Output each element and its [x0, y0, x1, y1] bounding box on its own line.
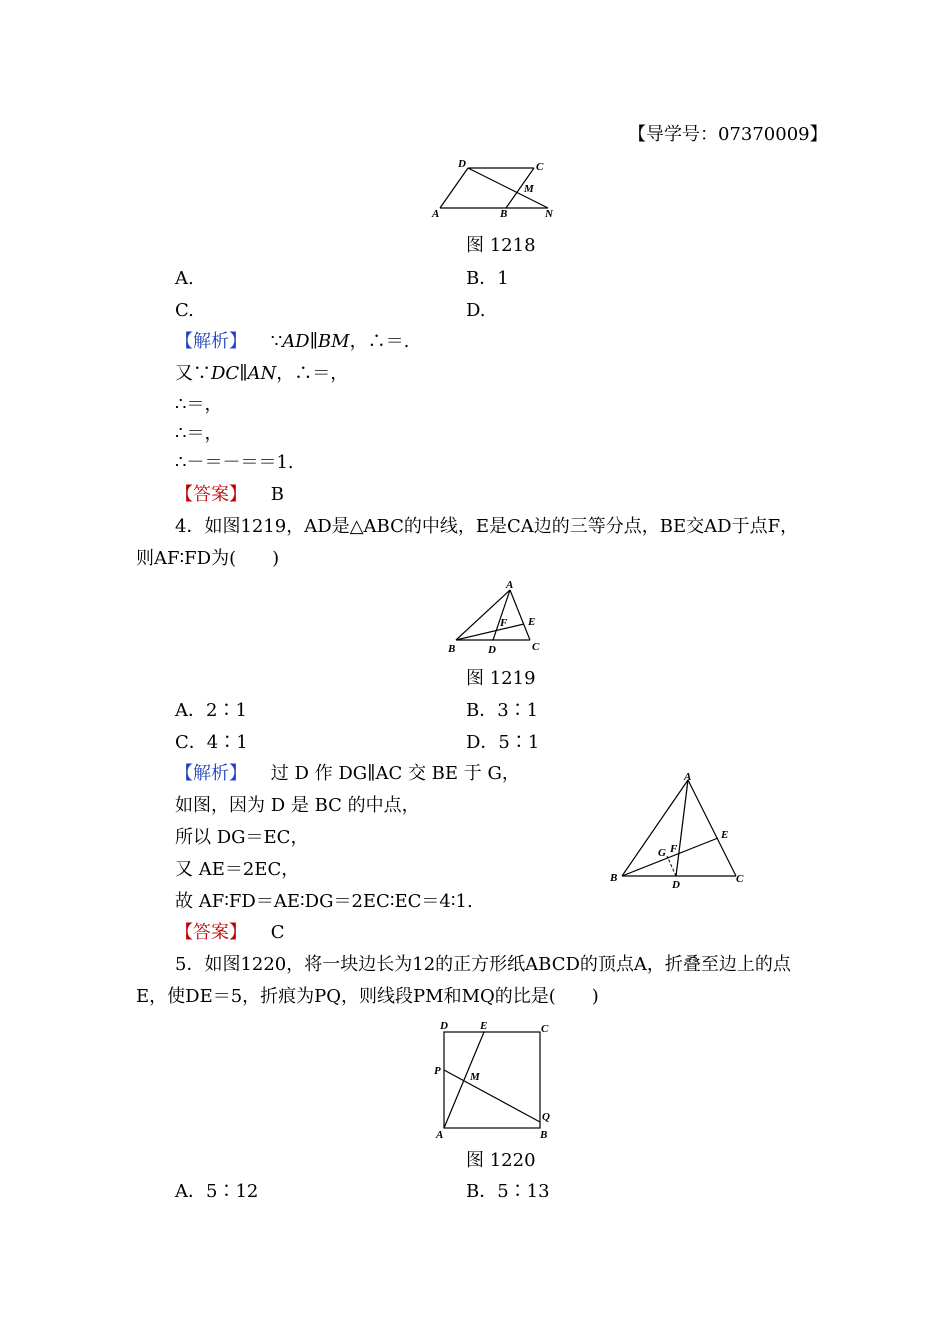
- edge-AC: [688, 780, 736, 876]
- label-G: G: [658, 847, 666, 859]
- crease-PQ: [444, 1070, 540, 1122]
- label-B: B: [610, 872, 618, 884]
- label-M: M: [524, 183, 534, 195]
- edge-AC: [510, 590, 530, 640]
- label-Q: Q: [542, 1111, 550, 1123]
- label-B: B: [500, 208, 508, 220]
- label-F: F: [500, 617, 508, 629]
- solution-line-3: ∴＝，: [175, 394, 223, 415]
- label-D: D: [458, 158, 466, 170]
- label-A: A: [684, 771, 692, 783]
- solution-line-4: 又 AE＝2EC，: [175, 859, 300, 880]
- label-C: C: [536, 161, 544, 173]
- figure-1218-caption: 图 1218: [466, 235, 536, 256]
- label-C: C: [541, 1023, 549, 1035]
- label-M: M: [470, 1071, 480, 1083]
- option-d: D．5∶1: [466, 732, 540, 753]
- figure-1219-solution: [604, 768, 750, 892]
- solution-tag: 【解析】: [175, 763, 247, 784]
- label-B: B: [448, 643, 456, 655]
- figure-1219: [444, 578, 548, 658]
- option-d: D.: [466, 300, 486, 321]
- option-a: A.: [175, 268, 194, 289]
- option-b: B．1: [466, 268, 509, 289]
- label-F: F: [670, 843, 678, 855]
- problem-4-line-1: 4．如图1219，AD是△ABC的中线，E是CA边的三等分点，BE交AD于点F，: [175, 516, 799, 537]
- solution-tag: 【解析】: [175, 331, 247, 352]
- figure-1220: [430, 1016, 556, 1140]
- label-D: D: [672, 879, 680, 891]
- figure-1220-caption: 图 1220: [466, 1150, 536, 1171]
- edge-DN: [468, 168, 548, 208]
- answer-tag: 【答案】: [175, 484, 247, 505]
- solution-line-5: 故 AF∶FD＝AE∶DG＝2EC∶EC＝4∶1.: [175, 891, 473, 912]
- label-D: D: [440, 1020, 448, 1032]
- solution-line-1: 【解析】 ∵AD∥BM，∴＝.: [175, 331, 410, 352]
- label-C: C: [736, 873, 744, 885]
- solution-line-5: ∴－＝－＝＝1.: [175, 452, 294, 473]
- solution-line-4: ∴＝，: [175, 423, 223, 444]
- segment-BE: [456, 624, 524, 640]
- label-E: E: [528, 616, 536, 628]
- solution-line-2: 如图，因为 D 是 BC 的中点，: [175, 795, 420, 816]
- reference-number: 【导学号：07370009】: [628, 124, 828, 145]
- answer-line: [175, 484, 284, 506]
- option-a: A．2∶1: [175, 700, 247, 721]
- edge-AD: [440, 168, 468, 208]
- problem-5-line-2: E，使DE＝5，折痕为PQ，则线段PM和MQ的比是( ): [136, 986, 599, 1007]
- figure-1218: [428, 156, 564, 222]
- problem-4-line-2: 则AF∶FD为( ): [136, 548, 280, 569]
- label-P: P: [434, 1065, 441, 1077]
- option-a: A．5∶12: [175, 1181, 259, 1202]
- answer-value: B: [270, 484, 284, 505]
- label-N: N: [545, 208, 553, 220]
- answer-tag: 【答案】: [175, 922, 247, 943]
- solution-line-2: 又∵DC∥AN，∴＝，: [175, 363, 349, 384]
- label-C: C: [532, 641, 540, 653]
- label-D: D: [488, 644, 496, 656]
- label-A: A: [506, 579, 514, 591]
- option-b: B．3∶1: [466, 700, 539, 721]
- option-c: C．4∶1: [175, 732, 248, 753]
- segment-DG: [667, 856, 676, 876]
- label-A: A: [436, 1129, 444, 1140]
- label-E: E: [721, 829, 729, 841]
- solution-line-1: 【解析】 过 D 作 DG∥AC 交 BE 于 G，: [175, 763, 520, 784]
- answer-value: C: [270, 922, 285, 943]
- label-A: A: [432, 208, 440, 220]
- label-E: E: [480, 1020, 488, 1032]
- problem-5-line-1: 5．如图1220，将一块边长为12的正方形纸ABCD的顶点A，折叠至边上的点: [175, 954, 791, 975]
- option-c: C.: [175, 300, 194, 321]
- solution-line-3: 所以 DG＝EC，: [175, 827, 309, 848]
- label-B: B: [540, 1129, 548, 1140]
- option-b: B．5∶13: [466, 1181, 550, 1202]
- answer-line: [175, 922, 285, 944]
- figure-1219-caption: 图 1219: [466, 668, 536, 689]
